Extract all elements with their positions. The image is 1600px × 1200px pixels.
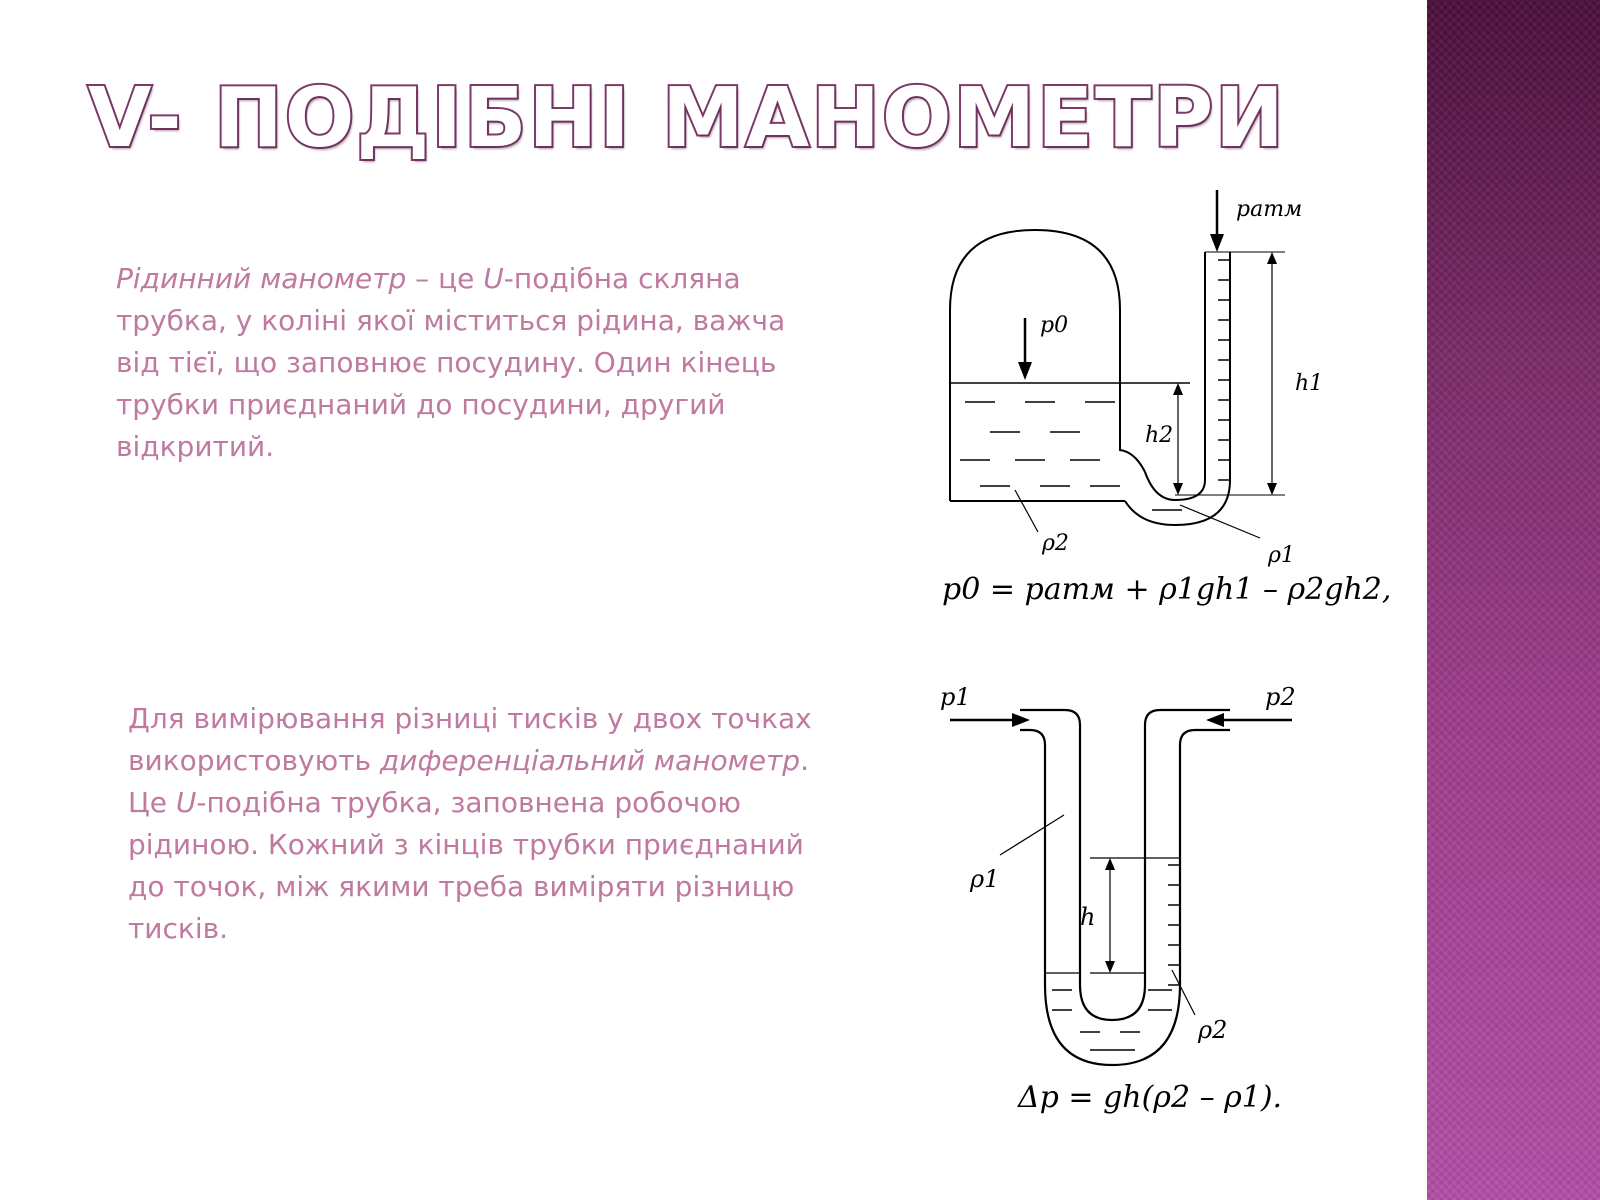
u-tube-inner: [1145, 252, 1205, 500]
formula-differential-manometer: Δp = gh(ρ2 – ρ1).: [1018, 1080, 1283, 1115]
paragraph-liquid-manometer: [116, 258, 806, 468]
slide-title: V- ПОДІБНІ МАНОМЕТРИ: [88, 71, 1286, 166]
label-p1: p1: [940, 683, 971, 711]
liquid-manometer-diagram: [930, 180, 1350, 620]
label-h: h: [1080, 903, 1096, 931]
left-tube-inner: [1020, 730, 1045, 985]
left-tube-outer: [1020, 710, 1080, 985]
paragraph2-text-c: -подібна трубка, заповнена робочою рідиною. Кожний з кінців трубки приєднаний до точок, між якими треба виміряти різницю тисків.: [128, 786, 804, 945]
term-differential-manometer: диференціальний манометр: [379, 744, 801, 777]
paragraph2-text-a: Для вимірювання різниці тисків у двох точках використовують: [128, 702, 812, 777]
label-rho2: ρ2: [1042, 531, 1069, 556]
label-p0: p0: [1040, 313, 1069, 338]
u-letter: U: [175, 786, 197, 819]
label-rho1: ρ1: [970, 865, 1000, 893]
paragraph1-text-a: – це: [406, 262, 484, 295]
label-p2: p2: [1265, 683, 1296, 711]
label-rho1: ρ1: [1268, 543, 1295, 568]
paragraph2-text-b: . Це: [128, 744, 809, 819]
u-bottom-outer: [1045, 985, 1180, 1065]
label-rho2: ρ2: [1198, 1016, 1228, 1044]
differential-manometer-diagram: [940, 680, 1340, 1120]
label-h2: h2: [1145, 423, 1174, 448]
formula-liquid-manometer: p0 = pатм + ρ1gh1 – ρ2gh2,: [942, 572, 1392, 607]
label-p-atm: pатм: [1236, 197, 1303, 222]
label-h1: h1: [1295, 371, 1324, 396]
term-liquid-manometer: Рідинний манометр: [116, 262, 407, 295]
u-bottom-inner: [1080, 985, 1145, 1020]
paragraph1-text-b: -подібна скляна трубка, у коліні якої міститься рідина, важча від тієї, що заповнює посудину. Один кінець трубки приєднаний до посудини, другий відкритий.: [116, 262, 786, 463]
right-tube-inner: [1180, 730, 1230, 985]
right-tube-outer: [1145, 710, 1230, 985]
decorative-side-band: [1427, 0, 1600, 1200]
paragraph-differential-manometer: [128, 698, 848, 950]
u-letter: U: [483, 262, 504, 295]
